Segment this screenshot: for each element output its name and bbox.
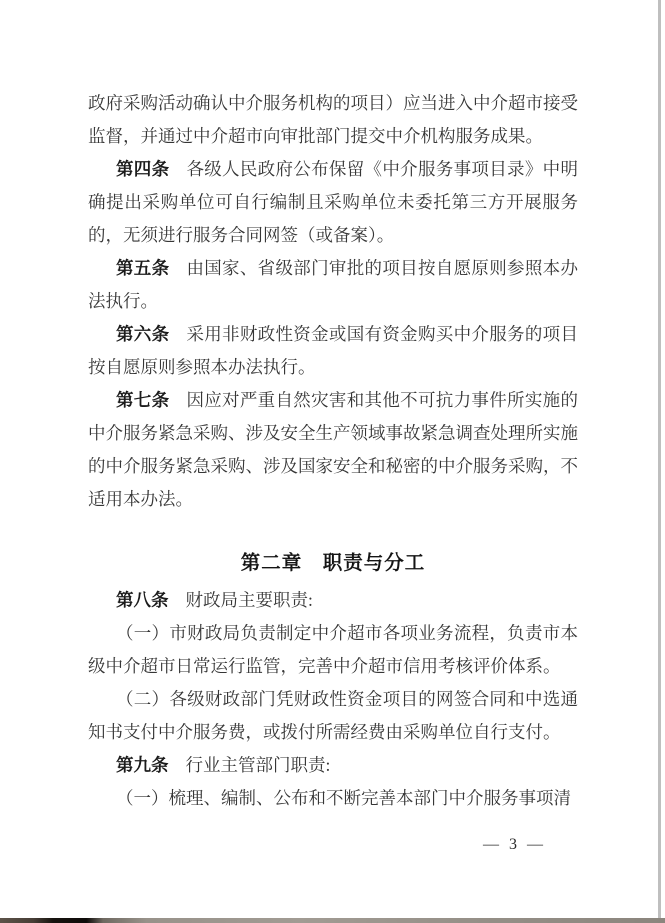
paragraph-text: 财政局主要职责:: [185, 590, 313, 610]
article-8-item-2: [88, 683, 578, 749]
article-8-item-1: [88, 617, 578, 683]
article-6-head: 第六条: [116, 324, 170, 344]
paragraph-text: 采用非财政性资金或国有资金购买中介服务的项目按自愿原则参照本办法执行。: [88, 324, 578, 377]
article-5: [88, 252, 578, 318]
paragraph-text: （一）梳理、编制、公布和不断完善本部门中介服务事项清: [116, 788, 571, 808]
article-8: [88, 584, 578, 617]
chapter-heading: 第二章 职责与分工: [240, 552, 426, 574]
article-4: [88, 153, 578, 252]
page-number: — 3 —: [483, 836, 546, 853]
paragraph-continuation: [88, 87, 578, 153]
scan-edge-bottom: [0, 918, 665, 923]
article-6: [88, 318, 578, 384]
article-7-head: 第七条: [116, 390, 170, 410]
article-5-head: 第五条: [116, 258, 170, 278]
article-4-head: 第四条: [116, 159, 170, 179]
article-9: [88, 749, 578, 782]
scan-edge-right: [658, 0, 661, 923]
paragraph-text: 行业主管部门职责:: [185, 755, 331, 775]
article-9-item-1: [88, 782, 578, 815]
article-9-head: 第九条: [116, 755, 169, 775]
document-body: [88, 87, 578, 861]
paragraph-text: 由国家、省级部门审批的项目按自愿原则参照本办法执行。: [88, 258, 578, 311]
paragraph-text: 因应对严重自然灾害和其他不可抗力事件所实施的中介服务紧急采购、涉及安全生产领域事故紧急调查处理所实施的中介服务紧急采购、涉及国家安全和秘密的中介服务采购，不适用本办法。: [88, 390, 578, 509]
paragraph-text: （一）市财政局负责制定中介超市各项业务流程，负责市本级中介超市日常运行监管，完善中介超市信用考核评价体系。: [88, 623, 578, 676]
article-7: [88, 384, 578, 516]
paragraph-text: 政府采购活动确认中介服务机构的项目）应当进入中介超市接受监督，并通过中介超市向审批部门提交中介机构服务成果。: [88, 93, 578, 146]
article-8-head: 第八条: [116, 590, 169, 610]
paragraph-text: 各级人民政府公布保留《中介服务事项目录》中明确提出采购单位可自行编制且采购单位未委托第三方开展服务的，无须进行服务合同网签（或备案）。: [88, 159, 578, 245]
paragraph-text: （二）各级财政部门凭财政性资金项目的网签合同和中选通知书支付中介服务费，或拨付所需经费由采购单位自行支付。: [88, 689, 578, 742]
